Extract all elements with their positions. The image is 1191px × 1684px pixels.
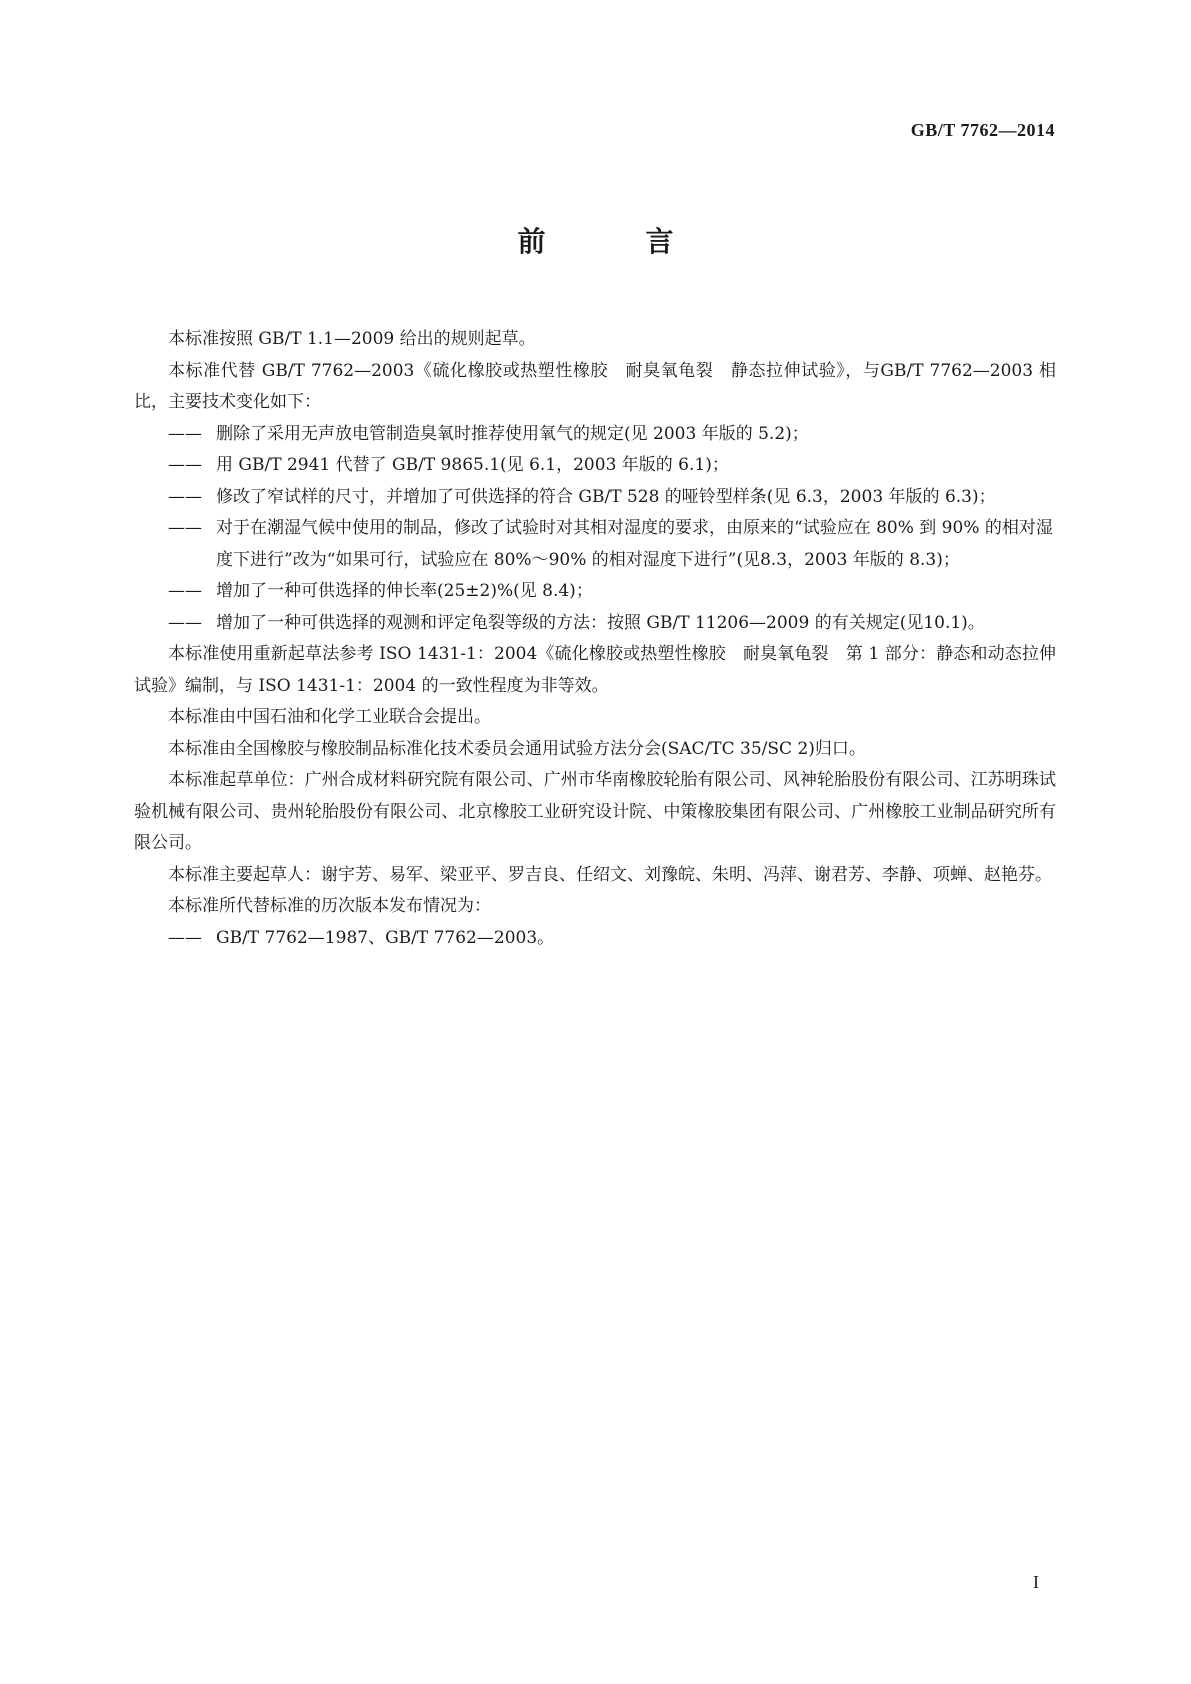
paragraph-version-history: 本标准所代替标准的历次版本发布情况为： bbox=[168, 896, 491, 916]
change-item bbox=[134, 450, 1056, 482]
paragraph-proposer: 本标准由中国石油和化学工业联合会提出。 bbox=[168, 707, 491, 727]
change-item bbox=[134, 419, 1056, 451]
page-title: 前 言 bbox=[517, 225, 710, 258]
change-item-text: 修改了窄试样的尺寸，并增加了可供选择的符合 GB/T 528 的哑铃型样条(见 6.3，2003 年版的 6.3)； bbox=[216, 486, 996, 507]
change-item-text: 增加了一种可供选择的伸长率(25±2)%(见 8.4)； bbox=[216, 581, 593, 601]
version-item bbox=[134, 923, 1056, 955]
paragraph-drafters: 本标准主要起草人：谢宇芳、易军、梁亚平、罗吉良、任绍文、刘豫皖、朱明、冯萍、谢君芳、李静、项蝉、赵艳芬。 bbox=[168, 864, 1052, 885]
paragraph-drafting-units: 本标准起草单位：广州合成材料研究院有限公司、广州市华南橡胶轮胎有限公司、风神轮胎股份有限公司、江苏明珠试验机械有限公司、贵州轮胎股份有限公司、北京橡胶工业研究设计院、中策橡胶集团有限公司、广州橡胶工业制品研究所有限公司。 bbox=[134, 770, 1056, 853]
change-item bbox=[134, 513, 1056, 576]
change-item bbox=[134, 576, 1056, 608]
change-item bbox=[134, 608, 1056, 640]
change-item-text: 增加了一种可供选择的观测和评定龟裂等级的方法：按照 GB/T 11206—2009 的有关规定(见10.1)。 bbox=[216, 612, 985, 633]
document-code: GB/T 7762—2014 bbox=[910, 120, 1055, 140]
dash-marker: —— bbox=[168, 581, 202, 601]
dash-marker: —— bbox=[168, 455, 202, 475]
version-item-text: GB/T 7762—1987、GB/T 7762—2003。 bbox=[216, 927, 555, 948]
change-item bbox=[134, 482, 1056, 514]
dash-marker: —— bbox=[168, 927, 202, 948]
paragraph-replacement: 本标准代替 GB/T 7762—2003《硫化橡胶或热塑性橡胶 耐臭氧龟裂 静态拉伸试验》，与GB/T 7762—2003 相比，主要技术变化如下： bbox=[134, 360, 1056, 412]
paragraph-administrator: 本标准由全国橡胶与橡胶制品标准化技术委员会通用试验方法分会(SAC/TC 35/SC 2)归口。 bbox=[168, 738, 866, 759]
change-item-text: 用 GB/T 2941 代替了 GB/T 9865.1(见 6.1，2003 年版的 6.1)； bbox=[216, 455, 729, 475]
page-number: I bbox=[1033, 1572, 1039, 1592]
change-item-text: 对于在潮湿气候中使用的制品，修改了试验时对其相对湿度的要求，由原来的“试验应在 80% 到 90% 的相对湿度下进行”改为“如果可行，试验应在 80%～90% 的相对湿度下进行”(见8.3，2003 年版的 8.3)； bbox=[216, 518, 1053, 570]
dash-marker: —— bbox=[168, 486, 202, 507]
foreword-content bbox=[134, 324, 1056, 954]
dash-marker: —— bbox=[168, 423, 202, 444]
dash-marker: —— bbox=[168, 518, 202, 538]
paragraph-iso-reference: 本标准使用重新起草法参考 ISO 1431-1：2004《硫化橡胶或热塑性橡胶 耐臭氧龟裂 第 1 部分：静态和动态拉伸试验》编制，与 ISO 1431-1：2004 的一致性程度为非等效。 bbox=[134, 644, 1056, 696]
dash-marker: —— bbox=[168, 612, 202, 633]
paragraph-drafting-rules: 本标准按照 GB/T 1.1—2009 给出的规则起草。 bbox=[168, 329, 536, 349]
change-item-text: 删除了采用无声放电管制造臭氧时推荐使用氧气的规定(见 2003 年版的 5.2)； bbox=[216, 423, 809, 444]
